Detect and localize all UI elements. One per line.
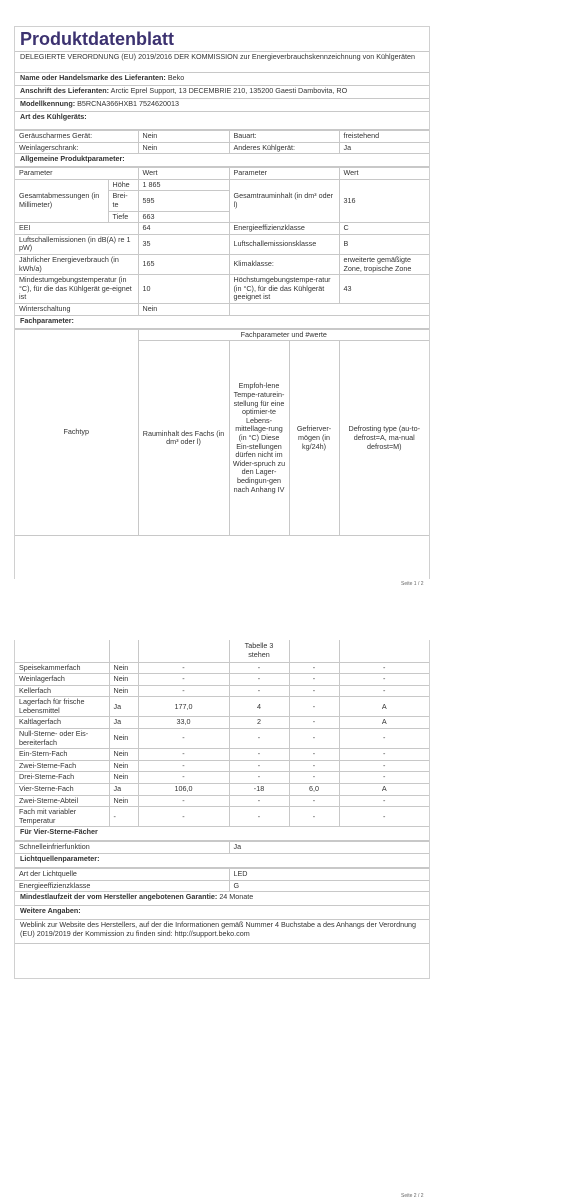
compartment-defrost: A [339,697,429,717]
supplier-address-label: Anschrift des Lieferanten: [20,86,110,95]
lownoise-value: Nein [138,131,229,143]
compartment-temp: 4 [229,697,289,717]
depth-value: 663 [138,211,229,223]
table-row [15,772,429,784]
compartment-freeze: - [289,772,339,784]
compartment-temp: 2 [229,717,289,729]
compartment-freeze: - [289,807,339,827]
compartment-freeze: - [289,662,339,674]
datasheet-page-2 [14,640,430,979]
light-table [15,868,429,892]
compartment-temp: - [229,760,289,772]
compartment-header-table [15,329,429,537]
table-row [15,697,429,717]
design-label: Bauart: [229,131,339,143]
compartment-freeze: - [289,674,339,686]
compartment-volume: 33,0 [138,717,229,729]
device-type-row [15,131,429,143]
height-value: 1 865 [138,179,229,191]
compartment-name: Null-Sterne- oder Eis-bereiterfach [15,729,109,749]
compartment-volume: - [138,674,229,686]
light-heading: Lichtquellenparameter: [15,854,429,868]
further-text: Weblink zur Website des Herstellers, auf der die Informationen gemäß Nummer 4 Buchstabe a des Anhangs der Verordnung (EU) 2019/2019 der Kommission zu finden sind: http://support.beko.com [15,920,429,944]
compartment-defrost: A [339,717,429,729]
compartment-name: Lagerfach für frische Lebensmittel [15,697,109,717]
compartment-volume: 106,0 [138,784,229,796]
height-label: Höhe [108,179,138,191]
compartment-temp: - [229,662,289,674]
wine-value: Nein [138,142,229,154]
noiseclass-value: B [339,234,429,254]
compartment-name: Speisekammerfach [15,662,109,674]
compartment-volume: 177,0 [138,697,229,717]
compartment-heading: Fachparameter: [15,316,429,329]
compartment-volume: - [138,729,229,749]
light-type-value: LED [229,869,429,881]
compartment-defrost: - [339,795,429,807]
volume-label: Gesamtrauminhalt (in dm³ oder l) [229,179,339,222]
compartment-present: - [109,807,138,827]
width-label: Brei-te [108,191,138,211]
compartment-volume: - [138,749,229,761]
general-heading: Allgemeine Produktparameter: [15,154,429,167]
four-star-table [15,841,429,854]
model-row [15,99,429,112]
four-star-heading: Für Vier-Sterne-Fächer [15,827,429,841]
mintemp-label: Mindestumgebungstemperatur (in °C), für die das Kühlgerät ge-eignet ist [15,275,138,304]
compartment-defrost: - [339,729,429,749]
guarantee-value: 24 Monate [219,892,254,902]
supplier-name-label: Name oder Handelsmarke des Lieferanten: [20,73,166,82]
model-label: Modellkennung: [20,99,76,108]
compartment-defrost: - [339,807,429,827]
other-value: Ja [339,142,429,154]
maxtemp-value: 43 [339,275,429,304]
compartment-table [15,640,429,827]
light-class-label: Energieeffizienzklasse [15,880,229,892]
eclass-label: Energieeffizienzklasse [229,223,339,235]
table-row [15,749,429,761]
guarantee-label: Mindestlaufzeit der vom Hersteller angebotenen Garantie: [20,892,218,902]
compartment-name: Drei-Sterne-Fach [15,772,109,784]
maxtemp-label: Höchstumgebungstempe-ratur (in °C), für die das Kühlgerät geeignet ist [229,275,339,304]
compartment-name: Weinlagerfach [15,674,109,686]
supplier-address-value: Arctic Eprel Support, 13 DECEMBRIE 210, 135200 Gaesti Dambovita, RO [110,86,348,95]
datasheet-page-1 [14,26,430,579]
guarantee-row [15,892,429,906]
compartment-volume: - [138,807,229,827]
compartment-temp: - [229,685,289,697]
design-value: freistehend [339,131,429,143]
compartment-freeze: - [289,795,339,807]
col-value-header: Wert [138,168,229,180]
compartment-temp: - [229,729,289,749]
width-value: 595 [138,191,229,211]
supplier-name-value: Beko [167,73,185,82]
dims-label: Gesamtabmessungen (in Millimeter) [15,179,108,222]
light-type-label: Art der Lichtquelle [15,869,229,881]
compartment-defrost: - [339,760,429,772]
compartment-present: Ja [109,784,138,796]
compartment-freeze: - [289,717,339,729]
col-param-header: Parameter [229,168,339,180]
page-number: Seite 1 / 2 [401,581,424,587]
device-type-row [15,142,429,154]
table-row [15,685,429,697]
compartment-name: Fach mit variabler Temperatur [15,807,109,827]
compartment-freeze: - [289,749,339,761]
model-value: B5RCNA366HXB1 7524620013 [77,99,180,108]
compartment-defrost: - [339,662,429,674]
compartment-temp: - [229,674,289,686]
compartment-name: Kellerfach [15,685,109,697]
table-row [15,674,429,686]
depth-label: Tiefe [108,211,138,223]
table-row [15,784,429,796]
compartment-name: Zwei-Sterne-Fach [15,760,109,772]
compartment-temp: - [229,749,289,761]
col-param-header: Parameter [15,168,138,180]
compartment-volume: - [138,795,229,807]
compartment-temp: - [229,795,289,807]
col-temp-header: Empfoh-lene Tempe-raturein-stellung für eine optimier-te Lebens-mittellage-rung (in °C) Diese Ein-stellungen dürfen nicht im Wider-spruch zu den Lager-bedingun-gen nach Anhang IV [229,341,289,536]
compartment-present: Nein [109,729,138,749]
compartment-volume: - [138,772,229,784]
compartment-volume: - [138,685,229,697]
device-type-heading: Art des Kühlgeräts: [15,112,429,130]
compartment-defrost: A [339,784,429,796]
table-row [15,795,429,807]
compartment-temp: -18 [229,784,289,796]
compartment-volume: - [138,760,229,772]
col-defrost-header: Defrosting type (au-to-defrost=A, ma-nual defrost=M) [339,341,429,536]
eei-label: EEI [15,223,138,235]
compartment-defrost: - [339,772,429,784]
group-header: Fachparameter und #werte [138,329,429,341]
further-heading: Weitere Angaben: [15,906,429,920]
eei-value: 64 [138,223,229,235]
compartment-defrost: - [339,749,429,761]
compartment-present: Nein [109,749,138,761]
energy-label: Jährlicher Energieverbrauch (in kWh/a) [15,254,138,274]
compartment-freeze: - [289,685,339,697]
table-row [15,662,429,674]
compartment-temp: - [229,807,289,827]
compartment-name: Kaltlagerfach [15,717,109,729]
compartment-present: Ja [109,717,138,729]
page-title: Produktdatenblatt [15,27,429,52]
climate-label: Klimaklasse: [229,254,339,274]
light-class-value: G [229,880,429,892]
regulation-text: DELEGIERTE VERORDNUNG (EU) 2019/2016 DER KOMMISSION zur Energieverbrauchskennzeichnung von Kühlgeräten [15,52,429,73]
compartment-volume: - [138,662,229,674]
quickfreeze-value: Ja [229,842,429,854]
energy-value: 165 [138,254,229,274]
compartment-temp: - [229,772,289,784]
compartment-freeze: - [289,697,339,717]
noise-label: Luftschallemissionen (in dB(A) re 1 pW) [15,234,138,254]
compartment-freeze: - [289,729,339,749]
wine-label: Weinlagerschrank: [15,142,138,154]
table-row [15,729,429,749]
quickfreeze-label: Schnelleinfrierfunktion [15,842,229,854]
mintemp-value: 10 [138,275,229,304]
table-row [15,807,429,827]
compartment-present: Nein [109,795,138,807]
col-temp-header-cont: Tabelle 3 stehen [229,640,289,662]
lownoise-label: Geräuscharmes Gerät: [15,131,138,143]
table-row [15,717,429,729]
col-value-header: Wert [339,168,429,180]
col-freeze-header: Gefrierver-mögen (in kg/24h) [289,341,339,536]
other-label: Anderes Kühlgerät: [229,142,339,154]
compartment-freeze: - [289,760,339,772]
supplier-name-row [15,73,429,86]
compartment-name: Vier-Sterne-Fach [15,784,109,796]
volume-value: 316 [339,179,429,222]
supplier-address-row [15,86,429,99]
compartment-present: Nein [109,662,138,674]
climate-value: erweiterte gemäßigte Zone, tropische Zone [339,254,429,274]
noise-value: 35 [138,234,229,254]
winter-label: Winterschaltung [15,304,138,316]
compartment-present: Nein [109,772,138,784]
compartment-present: Ja [109,697,138,717]
eclass-value: C [339,223,429,235]
compartment-defrost: - [339,685,429,697]
table-row [15,760,429,772]
col-volume-header: Rauminhalt des Fachs (in dm³ oder l) [138,341,229,536]
compartment-name: Ein-Stern-Fach [15,749,109,761]
col-type-header: Fachtyp [15,329,138,536]
noiseclass-label: Luftschallemissionsklasse [229,234,339,254]
compartment-defrost: - [339,674,429,686]
compartment-present: Nein [109,674,138,686]
page-number: Seite 2 / 2 [401,1193,424,1199]
compartment-present: Nein [109,685,138,697]
compartment-present: Nein [109,760,138,772]
winter-value: Nein [138,304,229,316]
device-type-table [15,130,429,154]
compartment-freeze: 6,0 [289,784,339,796]
compartment-name: Zwei-Sterne-Abteil [15,795,109,807]
general-params-table [15,167,429,316]
